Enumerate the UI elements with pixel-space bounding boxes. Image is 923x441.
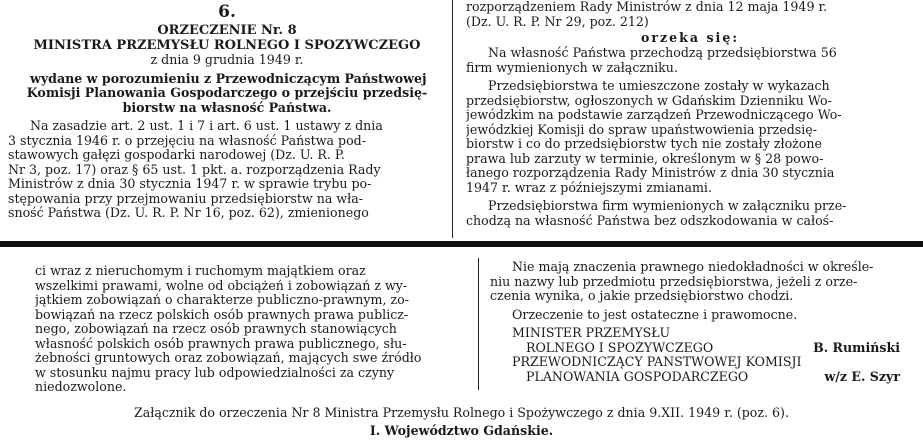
bottom-page-fragment bbox=[0, 250, 923, 441]
signature-minister-name: B. Rumiński bbox=[813, 340, 900, 355]
signature-chairman-name: w/z E. Szyr bbox=[824, 369, 900, 384]
signature-minister-title-1: MINISTER PRZEMYSŁU bbox=[512, 326, 671, 340]
text-line: w stosunku najmu pracy lub odpowiedzialności za czyny bbox=[35, 365, 395, 380]
text-line: chodzą na własność Państwa bez odszkodowania w całoś- bbox=[466, 213, 834, 228]
text-line: żebności gruntowych oraz zobowiązań, mających swe źródło bbox=[35, 351, 422, 365]
top-left-column bbox=[8, 2, 446, 221]
text-line: bowiązań na rzecz polskich osób prawnych prawa publicz- bbox=[35, 307, 409, 322]
item-number: 6. bbox=[218, 2, 236, 22]
text-line: czenia wynika, o jakie przedsiębiorstwo chodzi. bbox=[490, 289, 794, 303]
page-separator bbox=[0, 241, 923, 247]
signature-minister-line bbox=[490, 341, 910, 356]
paragraph-final: Orzeczenie to jest ostateczne i prawomocne. bbox=[512, 307, 798, 322]
paragraph-transfer bbox=[466, 46, 914, 75]
top-right-column bbox=[466, 0, 914, 228]
text-line: Nr 3, poz. 17) oraz § 65 ust. 1 pkt. a. rozporządzenia Rady bbox=[8, 162, 381, 177]
text-line: Ministrów z dnia 30 stycznia 1947 r. w sprawie trybu po- bbox=[8, 177, 372, 191]
signature-minister-title-2: ROLNEGO I SPOŻYWCZEGO bbox=[526, 340, 714, 355]
text-line: niedozwolone. bbox=[35, 380, 127, 394]
text-line: prawa lub zarzuty w terminie, określonym w § 28 powo- bbox=[466, 151, 824, 166]
text-line: przedsiębiorstw, ogłoszonych w Gdańskim Dzienniku Wo- bbox=[466, 93, 832, 108]
text-line: jątkiem zobowiązań o charakterze publiczno-prawnym, zo- bbox=[35, 293, 409, 307]
column-divider-bottom bbox=[478, 258, 479, 390]
annex-title: Załącznik do orzeczenia Nr 8 Ministra Przemysłu Rolnego i Spożywczego z dnia 9.XII. 1949 r. (poz. 6). bbox=[134, 406, 789, 420]
text-line: wydane w porozumieniu z Przewodniczącym Państwowej bbox=[30, 71, 427, 86]
decree-preamble bbox=[8, 119, 446, 221]
bottom-right-column bbox=[490, 260, 910, 384]
text-line: wszelkimi prawami, wolne od obciążeń i zobowiązań z wy- bbox=[35, 278, 408, 293]
region-heading: I. Województwo Gdańskie. bbox=[369, 424, 554, 438]
text-line: sność Państwa (Dz. U. R. P. Nr 16, poz. 62), zmienionego bbox=[8, 206, 369, 220]
issuer-heading: MINISTRA PRZEMYSŁU ROLNEGO I SPOŻYWCZEGO bbox=[33, 38, 421, 53]
text-line: biorstw i co do przedsiębiorstw tych nie zostały złożone bbox=[466, 137, 822, 151]
signature-chairman-line bbox=[490, 370, 910, 385]
text-line: własność polskich osób prawnych prawa publicznego, słu- bbox=[35, 336, 407, 351]
signature-chairman-title-1: PRZEWODNICZĄCY PAŃSTWOWEJ KOMISJI bbox=[512, 355, 802, 369]
text-line: jewódzkiej Komisji do spraw upaństwowienia przedsię- bbox=[466, 122, 817, 137]
text-line: ci wraz z nieruchomym i ruchomym majątkiem oraz bbox=[35, 264, 366, 278]
text-line: łanego rozporządzenia Rady Ministrów z dnia 30 stycznia bbox=[466, 166, 835, 180]
text-line: biorstw na własność Państwa. bbox=[122, 100, 332, 115]
regulation-reference bbox=[466, 0, 914, 29]
decree-heading: ORZECZENIE Nr. 8 bbox=[157, 24, 297, 38]
paragraph-listings bbox=[466, 79, 914, 195]
text-line: Na zasadzie art. 2 ust. 1 i 7 i art. 6 ust. 1 ustawy z dnia bbox=[30, 119, 383, 133]
signature-chairman-title-2: PLANOWANIA GOSPODARCZEGO bbox=[526, 369, 749, 384]
bottom-left-column bbox=[35, 264, 465, 395]
text-line: Przedsiębiorstwa te umieszczone zostały w wykazach bbox=[488, 79, 830, 93]
text-line: stawowych gałęzi gospodarki narodowej (Dz. U. R. P. bbox=[8, 148, 345, 162]
paragraph-naming-errors bbox=[490, 260, 910, 304]
text-line: jewódzkim na podstawie zarządzeń Przewodniczącego Wo- bbox=[466, 108, 842, 122]
text-line: nego, zobowiązań na rzecz osób prawnych stanowiących bbox=[35, 322, 397, 336]
text-line: Komisji Planowania Gospodarczego o przejściu przedsię- bbox=[26, 86, 428, 100]
text-line: 1947 r. wraz z późniejszymi zmianami. bbox=[466, 180, 712, 195]
text-line: (Dz. U. R. P. Nr 29, poz. 212) bbox=[466, 14, 649, 29]
column-divider bbox=[452, 0, 453, 238]
paragraph-no-compensation bbox=[466, 199, 914, 228]
decree-date: z dnia 9 grudnia 1949 r. bbox=[150, 53, 304, 67]
decree-subtitle bbox=[8, 72, 446, 116]
text-line: Nie mają znaczenia prawnego niedokładności w określe- bbox=[512, 260, 874, 274]
text-line: 3 stycznia 1946 r. o przejęciu na własność Państwa pod- bbox=[8, 133, 366, 148]
text-line: stępowania przy przejmowaniu przedsiębiorstw na wła- bbox=[8, 191, 363, 206]
decree-formula: orzeka się: bbox=[640, 30, 739, 45]
text-line: firm wymienionych w załączniku. bbox=[466, 60, 678, 75]
text-line: Przedsiębiorstwa firm wymienionych w załączniku prze- bbox=[488, 199, 847, 213]
text-line: Na własność Państwa przechodzą przedsiębiorstwa 56 bbox=[488, 46, 837, 60]
text-line: niu nazwy lub przedmiotu przedsiębiorstwa, jeżeli z orze- bbox=[490, 274, 858, 289]
text-line: rozporządzeniem Rady Ministrów z dnia 12 maja 1949 r. bbox=[466, 0, 828, 14]
